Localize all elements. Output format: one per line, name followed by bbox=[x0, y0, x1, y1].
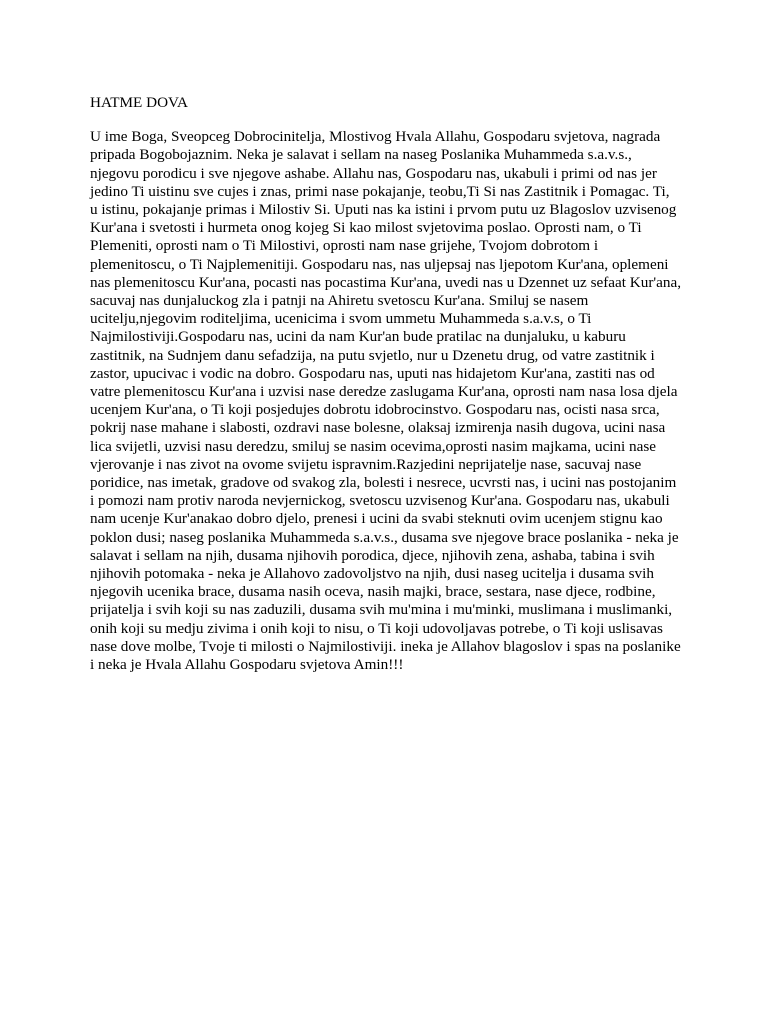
body-line: nase dove molbe, Tvoje ti milosti o Najmilostiviji. ineka je Allahov blagoslov i spas na poslanike bbox=[90, 637, 681, 655]
body-line: njihovih potomaka - neka je Allahovo zadovoljstvo na njih, dusi naseg ucitelja i dusama svih bbox=[90, 565, 654, 583]
body-line: ucenjem Kur'ana, o Ti koji posjedujes dobrotu idobrocinstvo. Gospodaru nas, ocisti nasa srca, bbox=[90, 401, 660, 419]
document-title: HATME DOVA bbox=[90, 94, 189, 111]
body-line: Najmilostiviji.Gospodaru nas, ucini da nam Kur'an bude pratilac na dunjaluku, u kaburu bbox=[90, 328, 626, 346]
body-line: poklon dusi; naseg poslanika Muhammeda s.a.v.s., dusama sve njegove brace poslanika - neka je bbox=[90, 528, 679, 546]
body-line: pokrij nase mahane i slabosti, ozdravi nase bolesne, olaksaj izmirenja nasih dugova, ucini nasa bbox=[90, 419, 666, 437]
body-line: u istinu, pokajanje primas i Milostiv Si. Uputi nas ka istini i prvom putu uz Blagoslov uzvisenog bbox=[90, 201, 677, 219]
body-line: poridice, nas imetak, gradove od svakog zla, bolesti i nesrece, ucvrsti nas, i ucini nas postojanim bbox=[90, 474, 677, 492]
body-line: lica svijetli, uzvisi nasu deredzu, smiluj se nasim ocevima,oprosti nasim majkama, ucini nase bbox=[90, 437, 657, 455]
document-body bbox=[90, 128, 690, 674]
document-content bbox=[90, 94, 690, 674]
body-line: Plemeniti, oprosti nam o Ti Milostivi, oprosti nam nase grijehe, Tvojom dobrotom i bbox=[90, 237, 599, 255]
body-line: njegovu porodicu i sve njegove ashabe. Allahu nas, Gospodaru nas, ukabuli i primi od nas jer bbox=[90, 164, 657, 182]
body-line: i pomozi nam protiv naroda nevjernickog, svetoscu uzvisenog Kur'ana. Gospodaru nas, ukabuli bbox=[90, 492, 670, 510]
body-line: vatre plemenitoscu Kur'ana i uzvisi nase deredze zaslugama Kur'ana, oprosti nam nasa losa djela bbox=[90, 383, 678, 401]
body-line: vjerovanje i nas zivot na ovome svijetu ispravnim.Razjedini neprijatelje nase, sacuvaj nase bbox=[90, 455, 642, 473]
body-line: jedino Ti uistinu sve cujes i znas, primi nase pokajanje, teobu,Ti Si nas Zastitnik i Pomagac. Ti, bbox=[90, 182, 670, 200]
body-line: pripada Bogobojaznim. Neka je salavat i sellam na naseg Poslanika Muhammeda s.a.v.s., bbox=[90, 146, 632, 164]
body-line: zastor, upucivac i vodic na dobro. Gospodaru nas, uputi nas hidajetom Kur'ana, zastiti nas od bbox=[90, 364, 655, 382]
body-line: zastitnik, na Sudnjem danu sefadzija, na putu svjetlo, nur u Dzenetu drug, od vatre zastitnik i bbox=[90, 346, 655, 364]
body-line: U ime Boga, Sveopceg Dobrocinitelja, Mlostivog Hvala Allahu, Gospodaru svjetova, nagrada bbox=[90, 128, 661, 146]
body-line: plemenitoscu, o Ti Najplemenitiji. Gospodaru nas, nas uljepsaj nas ljepotom Kur'ana, oplemeni bbox=[90, 255, 669, 273]
body-line: onih koji su medju zivima i onih koji to nisu, o Ti koji udovoljavas potrebe, o Ti koji uslisavas bbox=[90, 619, 663, 637]
body-line: njegovih ucenika brace, dusama nasih oceva, nasih majki, brace, sestara, nase djece, rodbine, bbox=[90, 583, 656, 601]
body-line: sacuvaj nas dunjaluckog zla i patnji na Ahiretu svetoscu Kur'ana. Smiluj se nasem bbox=[90, 292, 589, 310]
body-line: ucitelju,njegovim roditeljima, ucenicima i svom ummetu Muhammeda s.a.v.s, o Ti bbox=[90, 310, 592, 328]
body-line: i neka je Hvala Allahu Gospodaru svjetova Amin!!! bbox=[90, 656, 404, 674]
body-line: prijatelja i svih koji su nas zaduzili, dusama svih mu'mina i mu'minki, muslimana i muslimanki, bbox=[90, 601, 673, 619]
body-line: Kur'ana i svetosti i hurmeta onog kojeg Si kao milost svjetovima poslao. Oprosti nam, o Ti bbox=[90, 219, 642, 237]
body-line: nas plemenitoscu Kur'ana, pocasti nas pocastima Kur'ana, uvedi nas u Dzennet uz sefaat Kur'ana, bbox=[90, 273, 682, 291]
body-line: nam ucenje Kur'anakao dobro djelo, prenesi i ucini da svabi steknuti ovim ucenjem stignu kao bbox=[90, 510, 663, 528]
body-line: salavat i sellam na njih, dusama njihovih porodica, djece, njihovih zena, ashaba, tabina i svih bbox=[90, 546, 655, 564]
